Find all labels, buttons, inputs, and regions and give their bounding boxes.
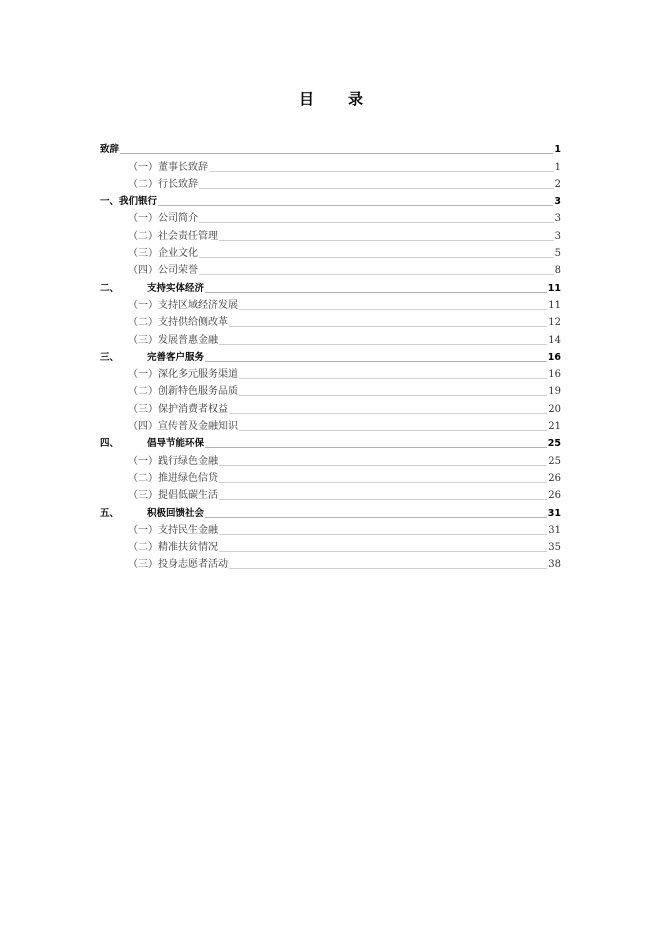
toc-title-char-2: 录	[348, 90, 364, 108]
dot-leader	[239, 430, 547, 431]
toc-section-entry[interactable]	[100, 174, 561, 191]
dot-leader	[219, 240, 554, 241]
toc-entry-title: （一）支持民生金融	[128, 524, 218, 536]
toc-page-number: 16	[547, 351, 561, 363]
toc-page-number: 3	[554, 196, 561, 208]
toc-chapter-entry[interactable]	[100, 139, 561, 156]
toc-chapter-entry[interactable]	[100, 433, 561, 450]
toc-entry-title: （二）社会责任管理	[128, 230, 218, 242]
toc-section-entry[interactable]	[100, 329, 561, 346]
dot-leader	[219, 344, 547, 345]
dot-leader	[205, 517, 547, 518]
toc-page-number: 16	[548, 369, 561, 381]
toc-entry-title: （一）深化多元服务渠道	[128, 369, 238, 381]
toc-page-number: 26	[548, 472, 561, 484]
toc-page-number: 35	[548, 542, 561, 554]
toc-section-entry[interactable]	[100, 295, 561, 312]
toc-section-entry[interactable]	[100, 398, 561, 415]
dot-leader	[120, 153, 553, 154]
toc-page-number: 14	[548, 334, 561, 346]
toc-section-entry[interactable]	[100, 312, 561, 329]
toc-chapter-entry[interactable]	[100, 277, 561, 294]
toc-section-entry[interactable]	[100, 450, 561, 467]
toc-page-number: 1	[554, 161, 561, 173]
toc-section-entry[interactable]	[100, 364, 561, 381]
toc-chapter-entry[interactable]	[100, 191, 561, 208]
toc-entry-number: 四、	[100, 438, 120, 450]
toc-page-number: 19	[548, 386, 561, 398]
dot-leader	[219, 482, 547, 483]
dot-leader	[229, 568, 547, 569]
dot-leader	[199, 222, 554, 223]
dot-leader	[199, 257, 554, 258]
toc-entry-number: 五、	[100, 507, 120, 519]
toc-title-char-1: 目	[298, 90, 314, 108]
dot-leader	[219, 534, 547, 535]
toc-section-entry[interactable]	[100, 520, 561, 537]
toc-entry-title: （二）支持供给侧改革	[128, 317, 228, 329]
toc-entry-title: （一）支持区域经济发展	[128, 299, 238, 311]
toc-page-number: 25	[547, 438, 561, 450]
toc-page-number: 38	[548, 559, 561, 571]
toc-title	[0, 88, 662, 109]
toc-page-number: 26	[548, 490, 561, 502]
dot-leader	[219, 551, 547, 552]
toc-section-entry[interactable]	[100, 225, 561, 242]
toc-section-entry[interactable]	[100, 537, 561, 554]
toc-page-number: 21	[548, 421, 561, 433]
dot-leader	[205, 447, 547, 448]
toc-entry-title: （一）践行绿色金融	[128, 455, 218, 467]
table-of-contents	[100, 139, 561, 571]
dot-leader	[239, 309, 547, 310]
toc-entry-number: 二、	[100, 282, 120, 294]
toc-entry-number: 三、	[100, 351, 120, 363]
toc-section-entry[interactable]	[100, 554, 561, 571]
toc-chapter-entry[interactable]	[100, 347, 561, 364]
toc-entry-title: （二）创新特色服务品质	[128, 386, 238, 398]
toc-section-entry[interactable]	[100, 485, 561, 502]
toc-page-number: 31	[547, 507, 561, 519]
toc-page-number: 25	[548, 455, 561, 467]
toc-page-number: 3	[554, 230, 561, 242]
toc-entry-title: （四）宣传普及金融知识	[128, 421, 238, 433]
toc-section-entry[interactable]	[100, 260, 561, 277]
dot-leader	[219, 499, 547, 500]
toc-page-number: 5	[554, 248, 561, 260]
toc-entry-title: 积极回馈社会	[147, 507, 205, 519]
toc-page-number: 31	[548, 524, 561, 536]
toc-page-number: 8	[554, 265, 561, 277]
toc-entry-title: 倡导节能环保	[147, 438, 205, 450]
toc-entry-title: （三）投身志愿者活动	[128, 559, 228, 571]
dot-leader	[239, 395, 547, 396]
toc-section-entry[interactable]	[100, 468, 561, 485]
toc-entry-title: （一）董事长致辞	[128, 161, 208, 173]
dot-leader	[219, 465, 547, 466]
toc-entry-title: 支持实体经济	[147, 282, 205, 294]
toc-page-number: 12	[548, 317, 561, 329]
toc-chapter-entry[interactable]	[100, 502, 561, 519]
dot-leader	[158, 205, 553, 206]
dot-leader	[199, 188, 554, 189]
toc-entry-title: （一）公司简介	[128, 213, 198, 225]
dot-leader	[229, 413, 547, 414]
toc-entry-title: （三）保护消费者权益	[128, 403, 228, 415]
toc-page-number: 2	[554, 178, 561, 190]
toc-entry-title: （三）发展普惠金融	[128, 334, 218, 346]
toc-section-entry[interactable]	[100, 381, 561, 398]
dot-leader	[239, 378, 547, 379]
toc-entry-title: （二）行长致辞	[128, 178, 198, 190]
toc-entry-title: （二）精准扶贫情况	[128, 542, 218, 554]
toc-section-entry[interactable]	[100, 156, 561, 173]
toc-entry-title: （四）公司荣誉	[128, 265, 198, 277]
toc-section-entry[interactable]	[100, 416, 561, 433]
toc-entry-title: 完善客户服务	[147, 351, 205, 363]
toc-entry-title: （二）推进绿色信贷	[128, 472, 218, 484]
toc-entry-title: 一、我们银行	[100, 196, 158, 208]
toc-page-number: 11	[547, 282, 561, 294]
toc-page-number: 3	[554, 213, 561, 225]
toc-page-number: 11	[548, 299, 561, 311]
toc-entry-title: （三）企业文化	[128, 248, 198, 260]
dot-leader	[229, 326, 547, 327]
toc-section-entry[interactable]	[100, 243, 561, 260]
toc-page-number: 1	[554, 144, 561, 156]
dot-leader	[199, 274, 554, 275]
dot-leader	[205, 292, 547, 293]
toc-section-entry[interactable]	[100, 208, 561, 225]
dot-leader	[209, 171, 554, 172]
toc-page-number: 20	[548, 403, 561, 415]
dot-leader	[205, 361, 547, 362]
toc-entry-title: 致辞	[100, 144, 120, 156]
toc-entry-title: （三）提倡低碳生活	[128, 490, 218, 502]
